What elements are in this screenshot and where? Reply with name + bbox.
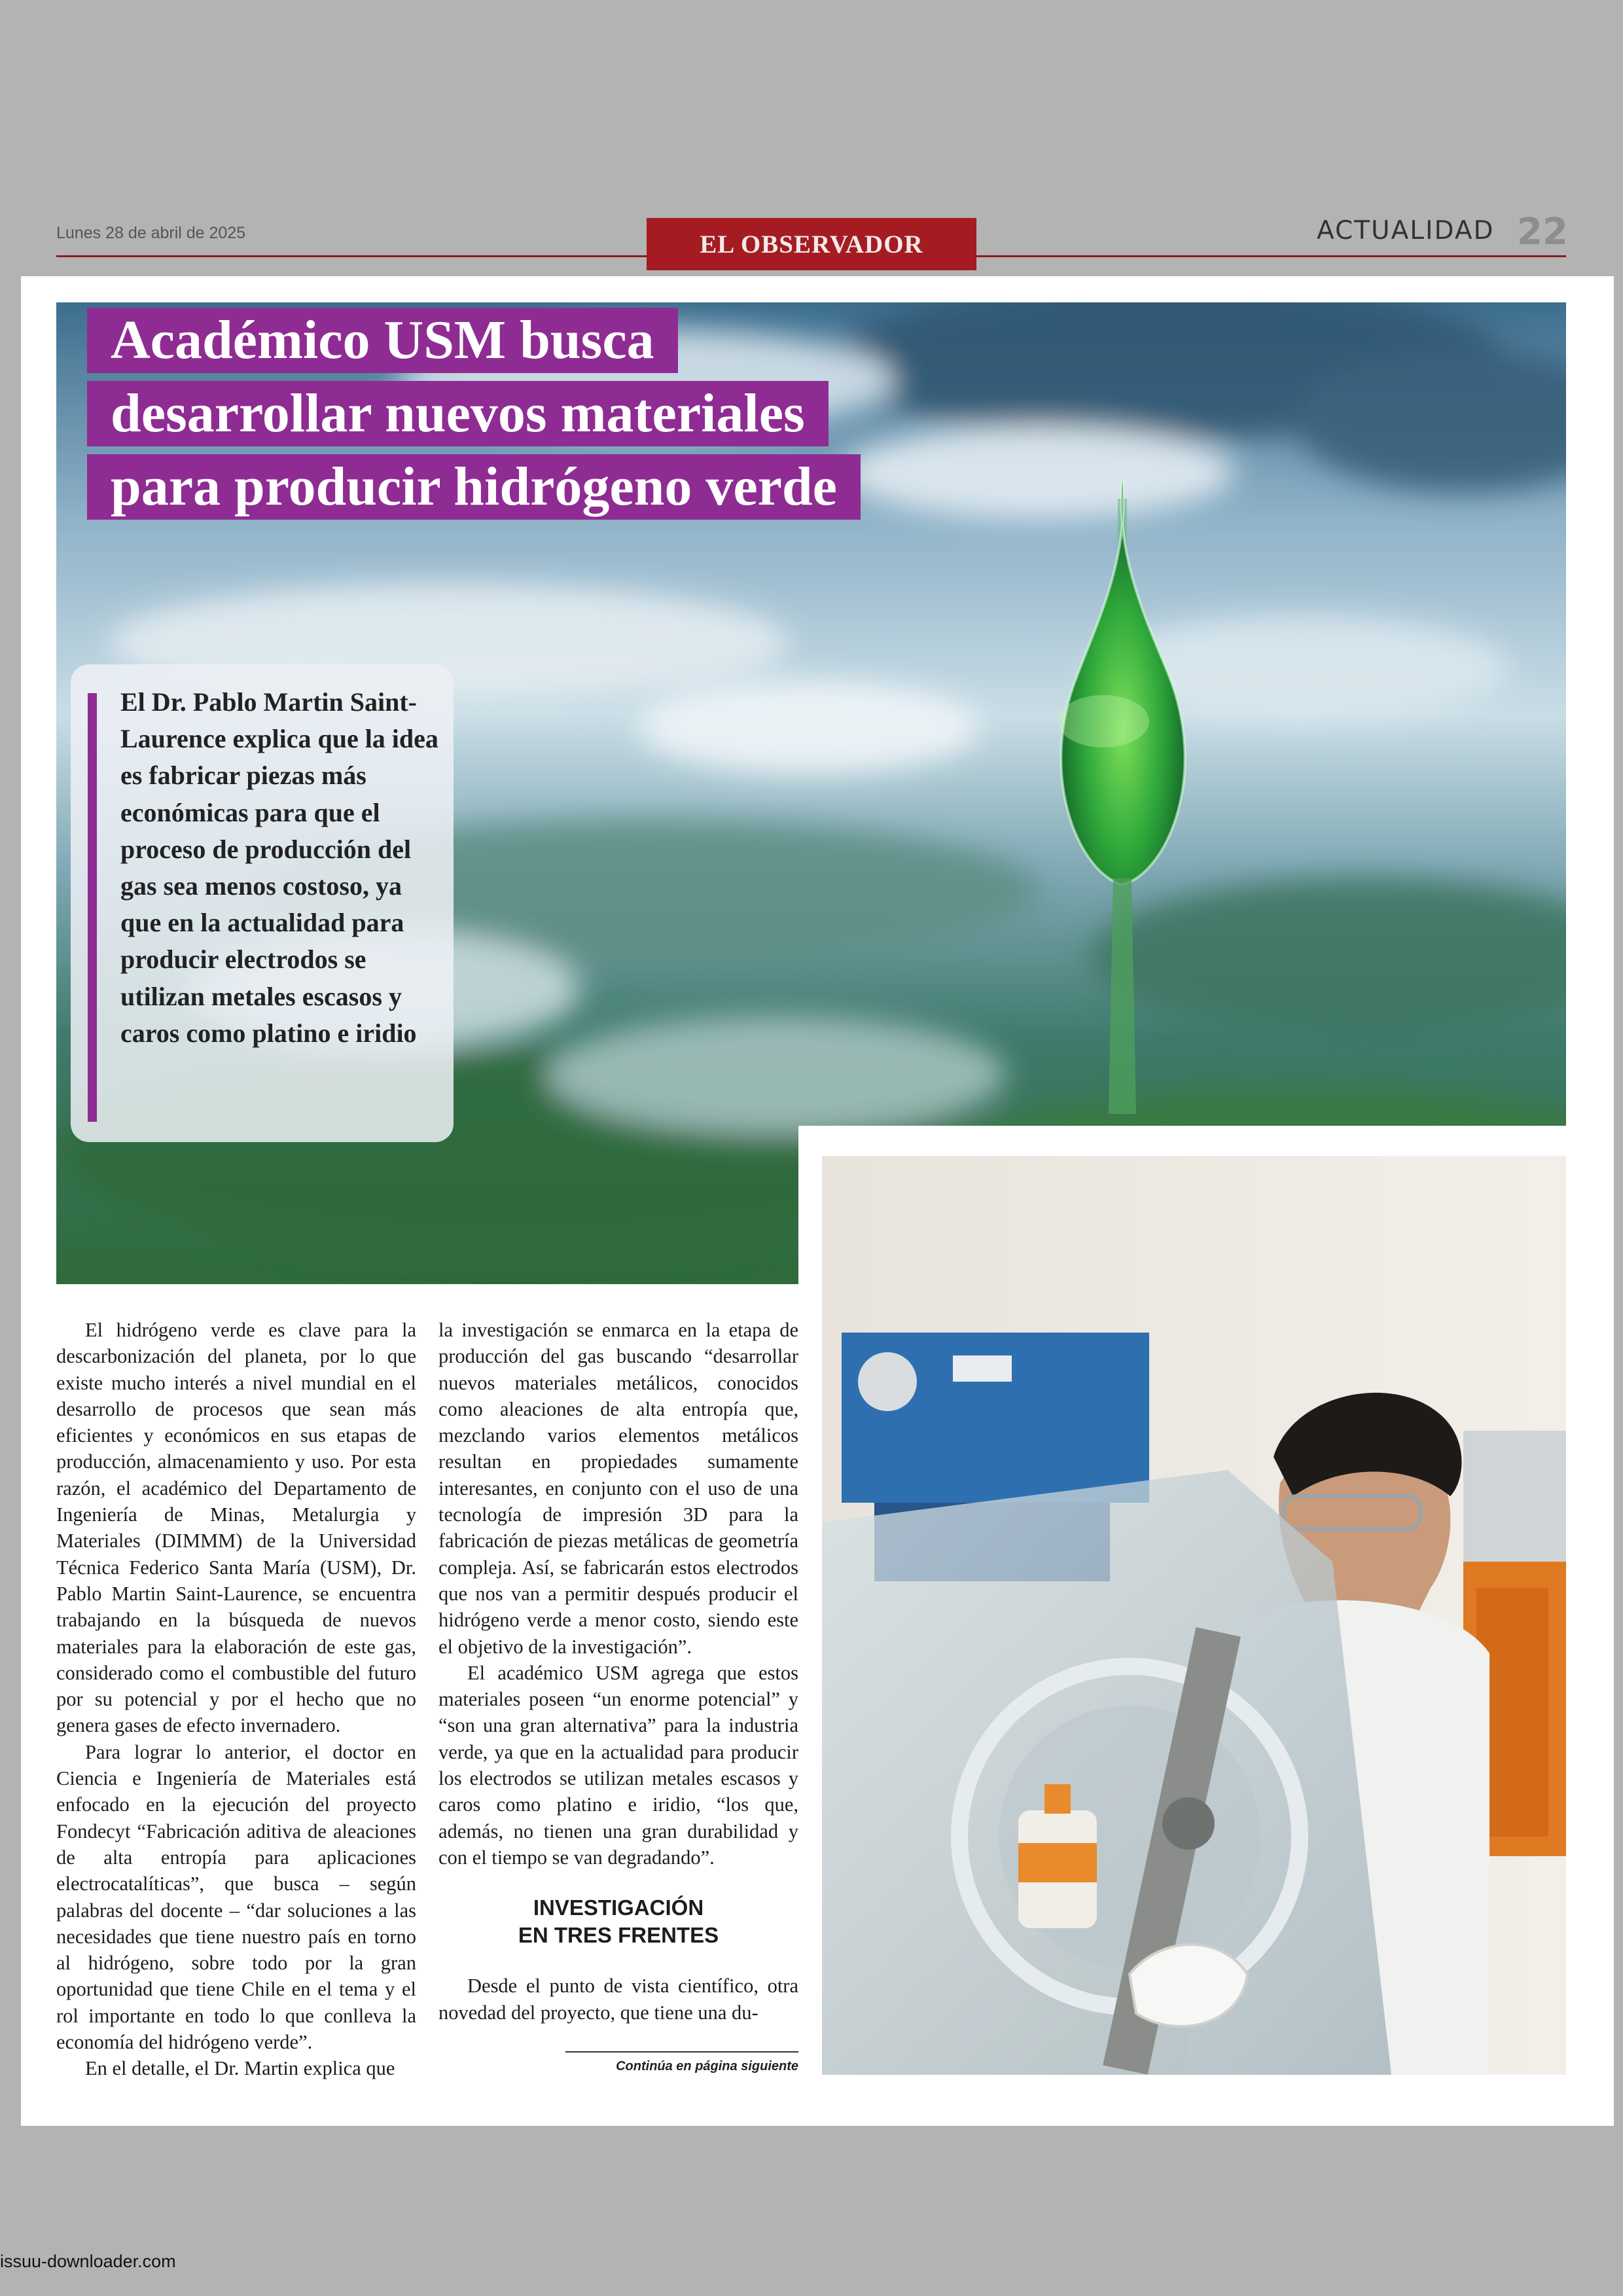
lead-text: El Dr. Pablo Martin Saint-Laurence explica que la idea es fabricar piezas más económicas para que el proceso de producción del gas sea menos costoso, ya que en la actualidad para producir electrodos se utilizan metales escasos y caros como platino e iridio — [120, 687, 438, 1048]
subhead-line-2: EN TRES FRENTES — [518, 1923, 719, 1948]
watermark: issuu-downloader.com — [0, 2251, 176, 2271]
lab-photo-researcher — [822, 1156, 1566, 2075]
headline-line-1: Académico USM busca — [87, 308, 678, 373]
subhead-line-1: INVESTIGACIÓN — [533, 1895, 704, 1920]
issue-date: Lunes 28 de abril de 2025 — [56, 224, 246, 242]
continued-note: Continúa en página siguiente — [565, 2051, 798, 2074]
article-paragraph: En el detalle, el Dr. Martin explica que — [85, 2057, 395, 2080]
page-number: 22 — [1517, 211, 1568, 253]
article-paragraph: El académico USM agrega que estos materiales poseen “un enorme potencial” y “son una gran alternativa” para la industria verde, ya que en la actualidad para producir los electrodos se utilizan metales escasos y caros como platino e iridio, “los que, además, no tienen una gran durabilidad y con el tiempo se van degradando”. — [438, 1661, 798, 1869]
article-paragraph: Desde el punto de vista científico, otra novedad del proyecto, que tiene una du- — [438, 1975, 798, 2024]
section-subhead — [438, 1894, 798, 1949]
headline-line-3: para producir hidrógeno verde — [87, 454, 861, 520]
headline-line-2: desarrollar nuevos materiales — [87, 381, 829, 446]
article-paragraph: Para lograr lo anterior, el doctor en Ciencia e Ingeniería de Materiales está enfocado en la ejecución del proyecto Fondecyt “Fabricación aditiva de aleaciones de alta entropía para aplicaciones electrocatalíticas”, que busca – según palabras del docente – “dar soluciones a las necesidades que tiene nuestro país en torno al hidrógeno, sobre todo por la gran oportunidad que tiene Chile en el tema y el rol importante en todo lo que conlleva la economía del hidrógeno verde”. — [56, 1740, 416, 2054]
lead-box — [71, 664, 454, 1142]
article-paragraph: la investigación se enmarca en la etapa de producción del gas buscando “desarrollar nuevos materiales metálicos, conocidos como aleaciones de alta entropía que, mezclando varios elementos metálicos resultan en propiedades sumamente interesantes, en conjunto con el uso de una tecnología de impresión 3D para la fabricación de piezas metálicas de geometría compleja. Así, se fabricarán estos electrodos que nos van a permitir después producir el hidrógeno verde a menor costo, siendo este el objetivo de la investigación”. — [438, 1319, 798, 1658]
masthead: EL OBSERVADOR — [647, 218, 976, 270]
lead-accent-bar — [88, 693, 97, 1122]
section-label: ACTUALIDAD — [1317, 216, 1495, 245]
article-column-2 — [438, 1317, 798, 2026]
article-column-1 — [56, 1317, 416, 2082]
article-paragraph: El hidrógeno verde es clave para la descarbonización del planeta, por lo que existe mucho interés a nivel mundial en el desarrollo de procesos que sean más eficientes y económicos en sus etapas de producción, almacenamiento y uso. Por esta razón, el académico del Departamento de Ingeniería de Minas, Metalurgia y Materiales (DIMMM) de la Universidad Técnica Federico Santa María (USM), Dr. Pablo Martin Saint-Laurence, se encuentra trabajando en la búsqueda de nuevos materiales para la elaboración de este gas, considerado como el combustible del futuro por su potencial y por el hecho que no genera gases de efecto invernadero. — [56, 1319, 416, 1737]
